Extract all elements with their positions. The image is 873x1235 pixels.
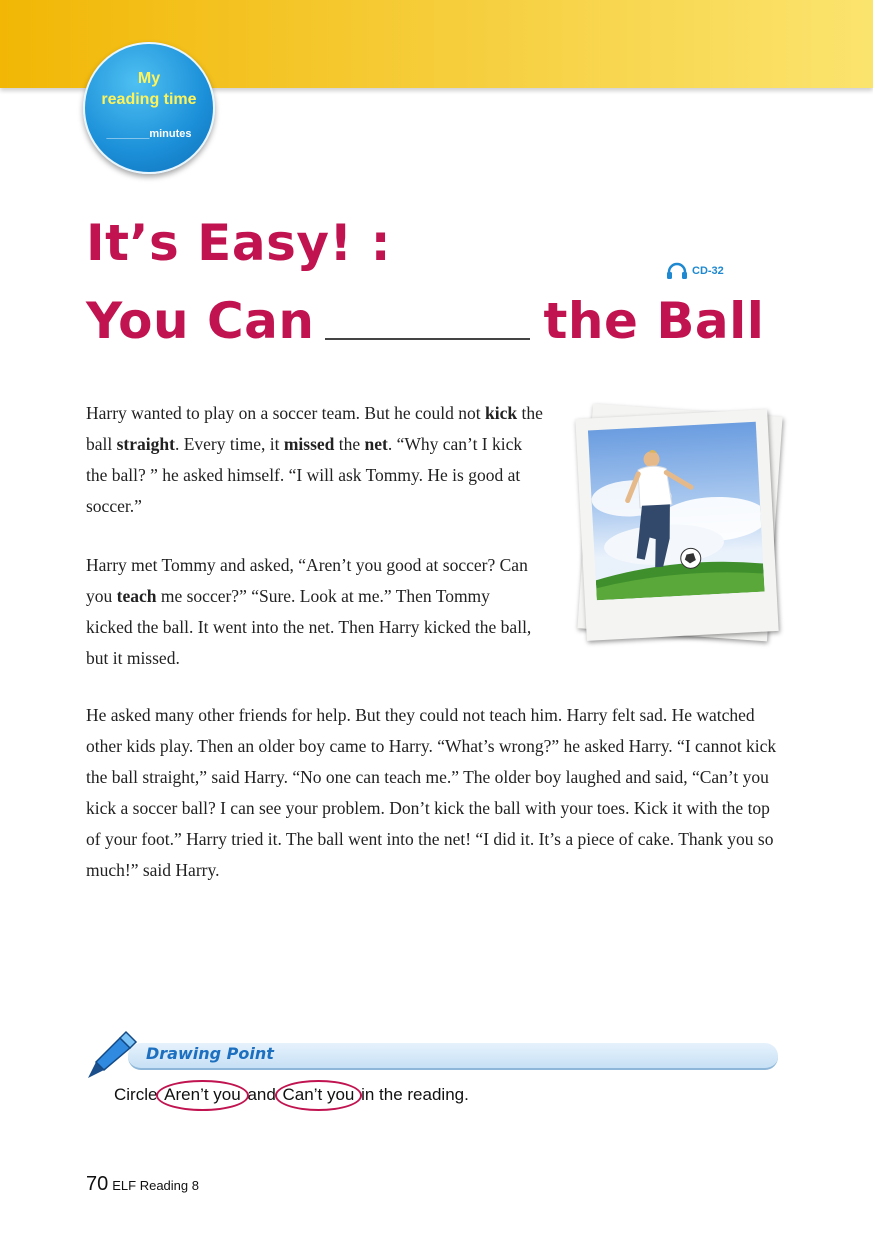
page-footer [86,1173,199,1196]
cd-label: CD-32 [692,265,724,277]
text-run: the [334,434,365,454]
text-run: He asked many other friends for help. But they could not teach him. Harry felt sad. He watched other kids play. Then an older boy came to Harry. “What’s wrong?” he asked Harry. “I cannot kick the ball straight,” said Harry. “No one can teach me.” The older boy laughed and said, “Can’t you kick a soccer ball? I can see your problem. Don’t kick the ball with your toes. Kick it with the top of your foot.” Harry tried it. The ball went into the net! “I did it. It’s a piece of cake. Thank you so much!” said Harry. [86,705,777,880]
title-line-2 [86,292,764,350]
circled-phrase-2: Can’t you [282,1085,355,1104]
page-number: 70 [86,1173,109,1195]
paragraph-3 [86,700,786,886]
text-run: Harry met Tommy and asked, “Aren’t you good at soccer? Can you [86,555,528,606]
drawing-point-label: Drawing Point [146,1044,274,1063]
highlighter-icon [82,1028,138,1082]
badge-minutes: _______minutes [106,128,192,140]
soccer-picture [588,422,765,601]
soccer-player-illustration [588,422,765,601]
photo-card-front [575,409,778,641]
text-run: me soccer?” “Sure. Look at me.” Then Tommy kicked the ball. It went into the net. Then Harry kicked the ball, but it missed. [86,586,532,668]
paragraph-2 [86,550,536,674]
title-blank [325,338,530,340]
book-title: ELF Reading 8 [112,1178,199,1193]
instruction-mid: and [242,1085,281,1104]
vocab-word: straight [116,434,175,454]
vocab-word: missed [283,434,335,454]
text-run: . Every time, it [174,434,284,454]
text-run: . “Why can’t I kick the ball? ” he asked himself. “I will ask Tommy. He is good at soccer.” [86,434,523,516]
drawing-instruction [114,1085,469,1105]
title-end: the Ball [543,292,765,350]
vocab-word: teach [116,586,157,606]
reading-time-badge [83,42,215,174]
paragraph-1 [86,398,546,522]
badge-line-2: reading time [101,91,197,108]
circled-phrase-1: Aren’t you [164,1085,241,1104]
soccer-photo [575,400,790,650]
title-start: You Can [86,292,315,350]
vocab-word: kick [484,403,518,423]
title-line-1: It’s Easy! : [86,214,392,272]
text-run: the ball [86,403,543,454]
badge-line-1: My [137,70,161,87]
cd-track[interactable] [666,262,724,280]
headphones-icon [666,262,688,280]
text-run: Harry wanted to play on a soccer team. But he could not [86,403,485,423]
instruction-pre: Circle [114,1085,163,1104]
vocab-word: net [364,434,388,454]
instruction-post: in the reading. [356,1085,469,1104]
